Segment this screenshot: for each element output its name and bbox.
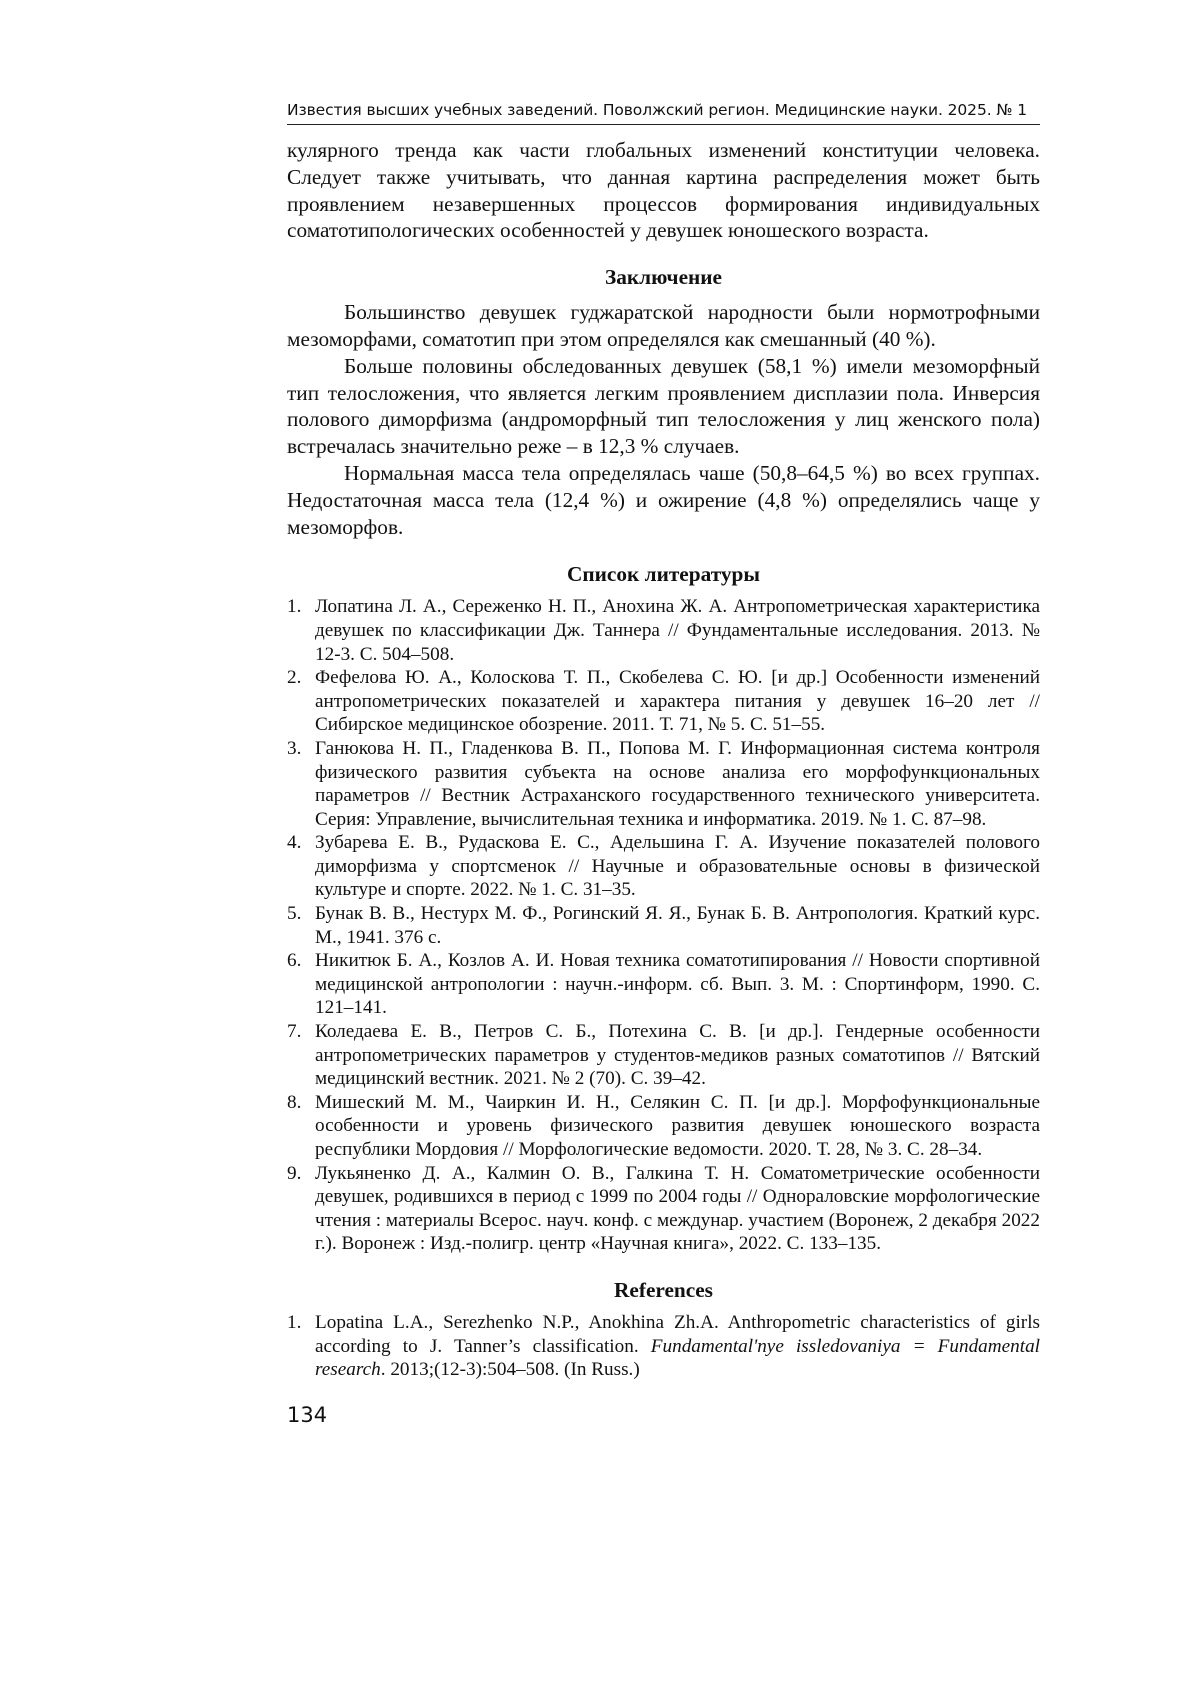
intro-paragraph-text: кулярного тренда как части глобальных изменений конституции человека. Следует также учитывать, что данная картина распределения может быть проявлением незавершенных процессов формирования индивидуальных соматотипологических особенностей у девушек юношеского возраста.	[287, 138, 1040, 243]
reference-item	[287, 902, 1040, 949]
reference-text	[315, 1311, 1040, 1382]
reference-item	[287, 831, 1040, 902]
reference-item	[287, 1162, 1040, 1256]
conclusion-heading: Заключение	[604, 265, 723, 290]
reference-item	[287, 1020, 1040, 1091]
reference-item	[287, 949, 1040, 1020]
reference-number: 1.	[287, 1311, 302, 1333]
conclusion-section	[287, 299, 1040, 540]
page-content	[287, 100, 1040, 1382]
reference-item	[287, 1311, 1040, 1382]
references-en-list	[287, 1311, 1040, 1382]
reference-item	[287, 1091, 1040, 1162]
reference-journal: Fundamental'nye issledovaniya = Fundamental research	[315, 1335, 1040, 1381]
reference-item	[287, 666, 1040, 737]
conclusion-paragraph: Нормальная масса тела определялась чаше (50,8–64,5 %) во всех группах. Недостаточная масса тела (12,4 %) и ожирение (4,8 %) определялись чаще у мезоморфов.	[287, 460, 1040, 539]
references-ru-heading: Список литературы	[567, 562, 760, 587]
reference-item	[287, 737, 1040, 831]
reference-number: 4.	[287, 832, 302, 854]
reference-text: Бунак В. В., Нестурх М. Ф., Рогинский Я. Я., Бунак Б. В. Антропология. Краткий курс. М., 1941. 376 с.	[315, 903, 1040, 948]
reference-text-after: . 2013;(12-3):504–508. (In Russ.)	[380, 1359, 640, 1381]
reference-number: 2.	[287, 667, 302, 689]
reference-number: 1.	[287, 596, 302, 618]
conclusion-paragraph: Больше половины обследованных девушек (58,1 %) имели мезоморфный тип телосложения, что является легким проявлением дисплазии пола. Инверсия полового диморфизма (андроморфный тип телосложения у лиц женского пола) встречалась значительно реже – в 12,3 % случаев.	[287, 353, 1040, 459]
reference-text: Зубарева Е. В., Рудаскова Е. С., Адельшина Г. А. Изучение показателей полового диморфизма у спортсменок // Научные и образовательные основы в физической культуре и спорте. 2022. № 1. С. 31–35.	[315, 832, 1040, 901]
references-en-heading: References	[614, 1277, 713, 1302]
reference-text: Фефелова Ю. А., Колоскова Т. П., Скобелева С. Ю. [и др.] Особенности изменений антропометрических показателей и характера питания у девушек 16–20 лет // Сибирское медицинское обозрение. 2011. Т. 71, № 5. С. 51–55.	[315, 667, 1040, 736]
reference-text: Лукьяненко Д. А., Калмин О. В., Галкина Т. Н. Соматометрические особенности девушек, родившихся в период с 1999 по 2004 годы // Однораловские морфологические чтения : материалы Всерос. науч. конф. с междунар. участием (Воронеж, 2 декабря 2022 г.). Воронеж : Изд.-полигр. центр «Научная книга», 2022. С. 133–135.	[315, 1162, 1040, 1255]
reference-text: Коледаева Е. В., Петров С. Б., Потехина С. В. [и др.]. Гендерные особенности антропометрических параметров у студентов-медиков разных соматотипов // Вятский медицинский вестник. 2021. № 2 (70). С. 39–42.	[315, 1021, 1040, 1090]
running-header: Известия высших учебных заведений. Поволжский регион. Медицинские науки. 2025. № 1	[287, 100, 1040, 125]
reference-text-before: Lopatina L.A., Serezhenko N.P., Anokhina Zh.A. Anthropometric characteristics of girls according to J. Tanner’s classification.	[315, 1311, 1040, 1357]
reference-number: 9.	[287, 1162, 302, 1184]
intro-paragraph	[287, 137, 1040, 244]
reference-number: 7.	[287, 1021, 302, 1043]
reference-text: Ганюкова Н. П., Гладенкова В. П., Попова М. Г. Информационная система контроля физического развития субъекта на основе анализа его морфофункциональных параметров // Вестник Астраханского государственного технического университета. Серия: Управление, вычислительная техника и информатика. 2019. № 1. С. 87–98.	[315, 737, 1040, 830]
reference-number: 3.	[287, 737, 302, 759]
reference-text: Мишеский М. М., Чаиркин И. Н., Селякин С. П. [и др.]. Морфофункциональные особенности и уровень физического развития девушек юношеского возраста республики Мордовия // Морфологические ведомости. 2020. Т. 28, № 3. С. 28–34.	[315, 1091, 1040, 1161]
references-ru-list	[287, 595, 1040, 1256]
reference-number: 6.	[287, 950, 302, 972]
reference-text: Лопатина Л. А., Сереженко Н. П., Анохина Ж. А. Антропометрическая характеристика девушек по классификации Дж. Таннера // Фундаментальные исследования. 2013. № 12-3. С. 504–508.	[315, 596, 1040, 665]
reference-item	[287, 595, 1040, 666]
reference-number: 8.	[287, 1091, 302, 1113]
page-number: 134	[287, 1403, 328, 1427]
reference-number: 5.	[287, 903, 302, 925]
reference-text: Никитюк Б. А., Козлов А. И. Новая техника соматотипирования // Новости спортивной медицинской антропологии : научн.-информ. сб. Вып. 3. М. : Спортинформ, 1990. С. 121–141.	[315, 950, 1040, 1019]
conclusion-paragraph: Большинство девушек гуджаратской народности были нормотрофными мезоморфами, соматотип при этом определялся как смешанный (40 %).	[287, 300, 1040, 351]
